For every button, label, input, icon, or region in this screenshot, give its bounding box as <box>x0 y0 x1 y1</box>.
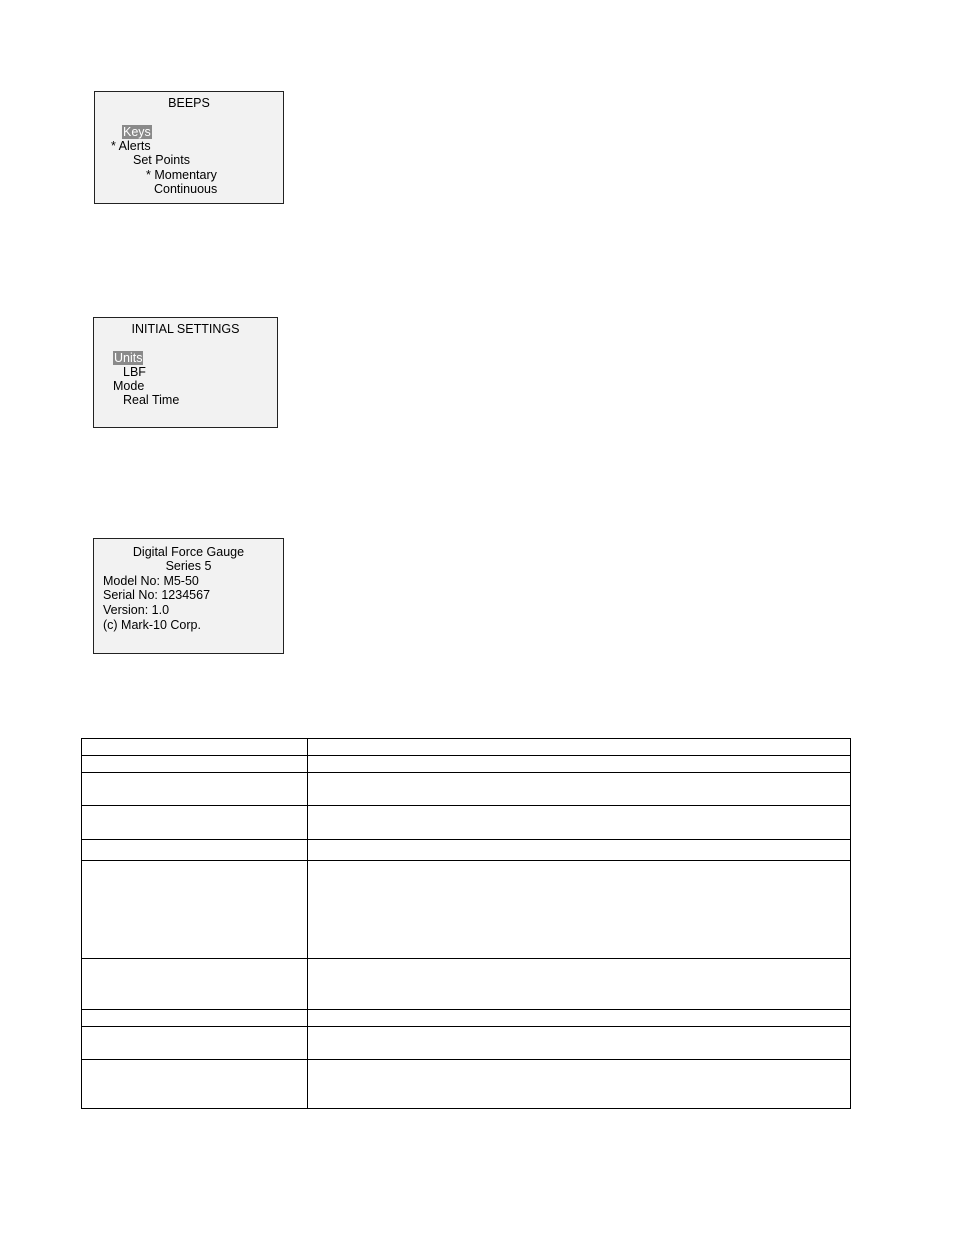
beeps-item-keys[interactable] <box>122 125 152 140</box>
table-cell <box>82 739 308 756</box>
info-product-name: Digital Force Gauge <box>132 545 245 559</box>
table-row <box>82 959 851 1010</box>
info-series: Series 5 <box>165 559 212 573</box>
beeps-item-momentary[interactable] <box>146 168 217 183</box>
table-row <box>82 806 851 840</box>
initial-item-mode-label: Mode <box>113 379 145 393</box>
beeps-item-continuous[interactable] <box>154 182 217 197</box>
table-cell <box>82 806 308 840</box>
table-cell <box>82 1027 308 1060</box>
table-cell <box>82 861 308 959</box>
beeps-item-set-points[interactable] <box>133 153 190 168</box>
initial-item-mode-value[interactable] <box>123 393 179 408</box>
initial-item-units[interactable] <box>113 351 143 366</box>
table-cell <box>82 959 308 1010</box>
table-cell <box>82 1010 308 1027</box>
document-table <box>81 738 851 1109</box>
beeps-item-momentary-label: Momentary <box>154 168 217 182</box>
table-cell <box>82 1060 308 1109</box>
table-cell <box>308 1010 851 1027</box>
beeps-menu-title: BEEPS <box>168 96 210 110</box>
beeps-item-keys-label: Keys <box>123 125 151 139</box>
table-row <box>82 861 851 959</box>
table-cell <box>308 1027 851 1060</box>
table-row <box>82 1060 851 1109</box>
table-row <box>82 1010 851 1027</box>
info-serial-number: Serial No: 1234567 <box>103 588 211 602</box>
table-row <box>82 840 851 861</box>
initial-settings-title: INITIAL SETTINGS <box>131 322 240 336</box>
initial-settings-screen <box>93 317 278 428</box>
beeps-item-alerts-label: Alerts <box>118 139 151 153</box>
table-cell <box>308 959 851 1010</box>
table-cell <box>308 773 851 806</box>
table-row <box>82 756 851 773</box>
selected-marker: * <box>146 168 155 182</box>
initial-item-mode-value-label: Real Time <box>123 393 180 407</box>
initial-item-mode[interactable] <box>113 379 144 394</box>
beeps-item-set-points-label: Set Points <box>133 153 190 167</box>
beeps-menu-screen <box>94 91 284 204</box>
table-cell <box>82 840 308 861</box>
info-copyright: (c) Mark-10 Corp. <box>103 618 201 632</box>
info-model-number: Model No: M5-50 <box>103 574 199 588</box>
table-row <box>82 1027 851 1060</box>
beeps-item-alerts[interactable] <box>111 139 151 154</box>
table-row <box>82 739 851 756</box>
table-cell <box>82 756 308 773</box>
initial-item-units-value-label: LBF <box>123 365 146 379</box>
table-cell <box>308 756 851 773</box>
selected-marker: * <box>111 139 119 153</box>
table-cell <box>308 1060 851 1109</box>
table-cell <box>82 773 308 806</box>
info-version: Version: 1.0 <box>103 603 170 617</box>
table-cell <box>308 840 851 861</box>
initial-item-units-value[interactable] <box>123 365 146 380</box>
gauge-information-screen <box>93 538 284 654</box>
table-cell <box>308 806 851 840</box>
table-cell <box>308 739 851 756</box>
table-row <box>82 773 851 806</box>
beeps-item-continuous-label: Continuous <box>154 182 218 196</box>
table-cell <box>308 861 851 959</box>
initial-item-units-label: Units <box>114 351 143 365</box>
